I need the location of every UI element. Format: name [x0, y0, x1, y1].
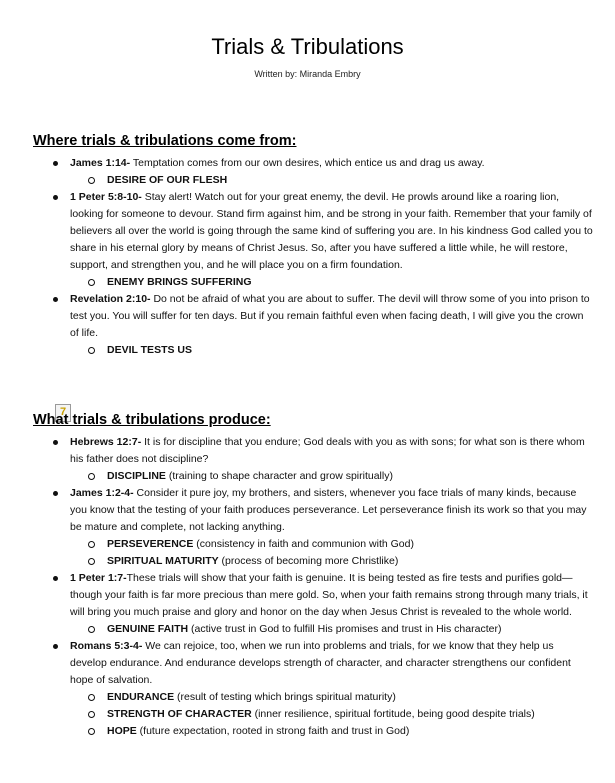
verse-text: It is for discipline that you endure; God deals with you as with sons; for what son is there whom his father does not discipline?	[70, 436, 585, 465]
point-list	[70, 689, 593, 740]
verse-text: Temptation comes from our own desires, which entice us and drag us away.	[130, 157, 485, 169]
point-description: (training to shape character and grow spiritually)	[165, 470, 393, 482]
verse-reference: Revelation 2:10-	[70, 293, 151, 305]
point-item	[70, 468, 593, 485]
verse-list	[33, 434, 593, 740]
section-sources	[33, 133, 593, 359]
verse-list	[33, 155, 593, 359]
verse-reference: Hebrews 12:7-	[70, 436, 142, 448]
point-list	[70, 274, 593, 291]
point-item	[70, 536, 593, 553]
verse-item	[33, 434, 593, 485]
section-heading: Where trials & tribulations come from:	[33, 133, 297, 149]
point-item	[70, 342, 593, 359]
verse-text: Consider it pure joy, my brothers, and sisters, whenever you face trials of many kinds, because you know that the testing of your faith produces perseverance. Let perseverance finish its work so that you may be mature and complete, not lacking anything.	[70, 487, 587, 533]
point-keyword: DESIRE OF OUR FLESH	[107, 174, 228, 186]
verse-item	[33, 291, 593, 359]
verse-reference: James 1:14-	[70, 157, 131, 169]
section-results	[33, 412, 593, 740]
verse-reference: Romans 5:3-4-	[70, 640, 143, 652]
point-item	[70, 172, 593, 189]
point-item	[70, 706, 593, 723]
point-keyword: HOPE	[107, 725, 137, 737]
point-item	[70, 553, 593, 570]
point-list	[70, 172, 593, 189]
document-title: Trials & Tribulations	[211, 34, 404, 59]
point-keyword: PERSEVERENCE	[107, 538, 194, 550]
verse-reference: James 1:2-4-	[70, 487, 134, 499]
section-heading: What trials & tribulations produce:	[33, 412, 271, 428]
point-item	[70, 274, 593, 291]
point-keyword: STRENGTH OF CHARACTER	[107, 708, 252, 720]
verse-reference: 1 Peter 5:8-10-	[70, 191, 142, 203]
point-keyword: ENDURANCE	[107, 691, 175, 703]
verse-item	[33, 570, 593, 638]
point-description: (active trust in God to fulfill His promises and trust in His character)	[188, 623, 502, 635]
point-description: (process of becoming more Christlike)	[218, 555, 399, 567]
point-item	[70, 621, 593, 638]
point-keyword: DEVIL TESTS US	[107, 344, 192, 356]
verse-text: We can rejoice, too, when we run into problems and trials, for we know that they help us develop endurance. And endurance develops strength of character, and character strengthens our confident hope of salvation.	[70, 640, 571, 686]
point-keyword: DISCIPLINE	[107, 470, 166, 482]
verse-item	[33, 485, 593, 570]
verse-text: Stay alert! Watch out for your great enemy, the devil. He prowls around like a roaring lion, looking for someone to devour. Stand firm against him, and be strong in your faith. Remember that your family of believers all over the world is going through the same kind of suffering you are. In his kindness God called you to share in his eternal glory by means of Christ Jesus. So, after you have suffered a little while, he will restore, support, and strengthen you, and he will place you on a firm foundation.	[70, 191, 593, 271]
point-item	[70, 723, 593, 740]
point-description: (future expectation, rooted in strong faith and trust in God)	[136, 725, 410, 737]
point-list	[70, 536, 593, 570]
point-list	[70, 621, 593, 638]
verse-item	[33, 189, 593, 291]
point-list	[70, 468, 593, 485]
point-keyword: ENEMY BRINGS SUFFERING	[107, 276, 252, 288]
verse-reference: 1 Peter 1:7-	[70, 572, 127, 584]
point-description: (result of testing which brings spiritual maturity)	[174, 691, 396, 703]
point-item	[70, 689, 593, 706]
verse-item	[33, 638, 593, 740]
verse-text: Do not be afraid of what you are about to suffer. The devil will throw some of you into prison to test you. You will suffer for ten days. But if you remain faithful even when facing death, I will give you the crown of life.	[70, 293, 590, 339]
point-description: (inner resilience, spiritual fortitude, being good despite trials)	[251, 708, 535, 720]
verse-text: These trials will show that your faith is genuine. It is being tested as fire tests and purifies gold—though your faith is far more precious than mere gold. So, when your faith remains strong through many trials, it will bring you much praise and glory and honor on the day when Jesus Christ is revealed to the whole world.	[70, 572, 588, 618]
point-keyword: GENUINE FAITH	[107, 623, 189, 635]
point-description: (consistency in faith and communion with God)	[193, 538, 414, 550]
document-author: Written by: Miranda Embry	[254, 69, 361, 79]
point-list	[70, 342, 593, 359]
point-keyword: SPIRITUAL MATURITY	[107, 555, 219, 567]
verse-item	[33, 155, 593, 189]
